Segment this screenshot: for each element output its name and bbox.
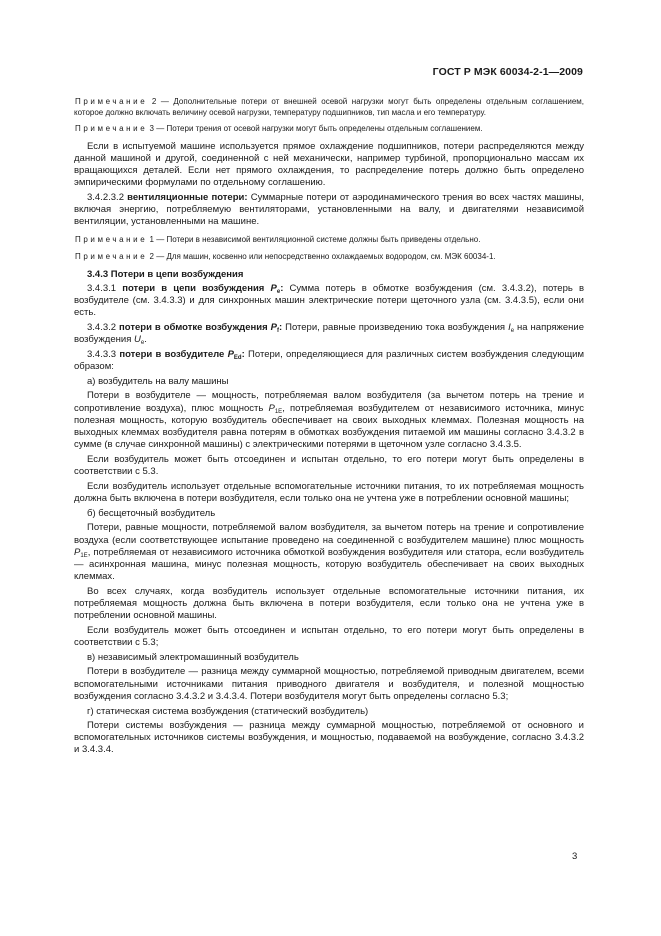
list-item-a: а) возбудитель на валу машины — [87, 376, 229, 388]
note-label: Примечание — [75, 252, 148, 262]
clause-text: Потери, определяющиеся для различных систем возбуждения следующим образом: — [74, 349, 584, 373]
clause-number: 3.4.3.2 — [87, 322, 117, 333]
term: вентиляционные потери: — [127, 192, 248, 204]
clause-number: 3.4.2.3.2 — [87, 192, 124, 204]
paragraph-3-4-3-3 — [74, 349, 584, 373]
note-label: Примечание — [75, 97, 148, 106]
note-text: 2 — Дополнительные потери от внешней осевой нагрузки могут быть определены отдельным соглашением, которое должно включать величину осевой нагрузки, температуру подшипников, тип масла и его температуру. — [74, 97, 584, 117]
term: потери в возбудителе $P_{Ed}$: — [119, 349, 245, 362]
page-number: 3 — [572, 851, 578, 862]
paragraph-b-3: Если возбудитель может быть отсоединен и испытан отдельно, то его потери могут быть определены в соответствии с 5.3; — [74, 625, 584, 649]
note-3-axial-friction — [74, 124, 584, 135]
note-label: Примечание — [75, 235, 148, 245]
paragraph-c-1: Потери в возбудителе — разница между суммарной мощностью, потребляемой приводным двигателем, всеми вспомогательными источниками питания приводного двигателя и возбудителя, и полезной мощностью возбуждения согласно 3.4.3.2 и 3.4.3.4. Потери возбудителя могут быть определены согласно 5.3; — [74, 666, 584, 702]
clause-text: Суммарные потери от аэродинамического трения во всех частях машины, включая энергию, потребляемую вентиляторами, установленными на валу, и двигателями независимой вентиляции, установленными на машине. — [74, 192, 585, 228]
clause-number: 3.4.3.3 — [87, 349, 117, 361]
note-text: 1 — Потери в независимой вентиляционной системе должны быть приведены отдельно. — [149, 235, 481, 245]
note-1-ventilation — [74, 235, 584, 246]
term: потери в цепи возбуждения $P_e$: — [122, 282, 284, 295]
note-text: 2 — Для машин, косвенно или непосредственно охлаждаемых водородом, см. МЭК 60034-1. — [149, 252, 496, 262]
note-text: 3 — Потери трения от осевой нагрузки могут быть определены отдельным соглашением. — [149, 124, 483, 134]
paragraph-3-4-3-2: 3.4.3.2 потери в обмотке возбуждения $P_f$: Потери, равные произведению тока возбуждения $I_e$ на напряжение возбуждения $U_e$. — [74, 322, 585, 347]
note-2-axial-load — [74, 97, 584, 118]
paragraph-3-4-3-1 — [74, 283, 584, 319]
document-body — [74, 97, 584, 759]
list-item-c: в) независимый электромашинный возбудитель — [87, 652, 299, 664]
paragraph-a-2: Если возбудитель может быть отсоединен и испытан отдельно, то его потери могут быть определены в соответствии с 5.3. — [74, 453, 584, 478]
paragraph-a-3: Если возбудитель использует отдельные вспомогательные источники питания, то их потребляемая мощность должна быть включена в потери возбудителя, если только она не учтена уже в потреблении основной машины; — [74, 481, 584, 505]
list-item-b: б) бесщеточный возбудитель — [87, 508, 216, 520]
paragraph-bearing-cooling: Если в испытуемой машине используется прямое охлаждение подшипников, потери распределяются между данной машиной и другой, соединенной с ней механически, например турбиной, пропорционально массам их вращающихся деталей. Если нет прямого охлаждения, то распределение потерь должно быть определено эмпирическими формулами по отдельному соглашению. — [74, 140, 584, 189]
paragraph-b-2: Во всех случаях, когда возбудитель использует отдельные вспомогательные источники питания, их потребляемая мощность должна быть включена в потери возбудителя, если только она не учтена уже в потреблении основной машины. — [74, 585, 584, 622]
paragraph-d-1: Потери системы возбуждения — разница между суммарной мощностью, потребляемой от основного и вспомогательных источников системы возбуждения, и мощностью, подаваемой на возбуждение, согласно 3.4.3.2 и 3.4.3.4. — [74, 719, 584, 755]
term: потери в обмотке возбуждения $P_f$: — [119, 322, 283, 334]
document-header: ГОСТ Р МЭК 60034-2-1—2009 — [432, 66, 583, 78]
paragraph-ventilation-losses — [74, 192, 584, 228]
list-item-d: г) статическая система возбуждения (статический возбудитель) — [87, 705, 369, 717]
paragraph-a-1: Потери в возбудителе — мощность, потребляемая валом возбудителя (за вычетом потерь на трение и сопротивление воздуха), плюс мощность $P_{1E}$, потребляемая возбудителем от независимого источника, минус полезная мощность, которую возбудитель обеспечивает на своих выходных клеммах. Полезная мощность на выходных клеммах возбудителя равна потерям в обмотках возбуждения питаемой им машины согласно 3.4.3.2 в сумме (в случае синхронной машины) с электрическими потерями в щеточном узле согласно 3.4.3.5. — [74, 390, 584, 450]
note-2-hydrogen — [74, 252, 584, 263]
section-heading-excitation-losses: 3.4.3 Потери в цепи возбуждения — [87, 268, 244, 280]
paragraph-b-1: Потери, равные мощности, потребляемой валом возбудителя, за вычетом потерь на трение и сопротивление воздуха (если соответствующее испытание проведено на соединенной с возбудителем машине) плюс мощность $P_{1E}$, потребляемая от независимого источника обмоткой возбуждения возбудителя или статора, если возбудитель — асинхронная машина, минус полезная мощность, которую возбудитель обеспечивает на своих выходных клеммах. — [74, 522, 584, 582]
note-label: Примечание — [75, 124, 148, 134]
clause-number: 3.4.3.1 — [87, 282, 117, 294]
clause-text: Сумма потерь в обмотке возбуждения (см. 3.4.3.2), потерь в возбудителе (см. 3.4.3.3) и для синхронных машин электрические потери щеточного узла (см. 3.4.3.5), если они есть. — [74, 282, 585, 318]
